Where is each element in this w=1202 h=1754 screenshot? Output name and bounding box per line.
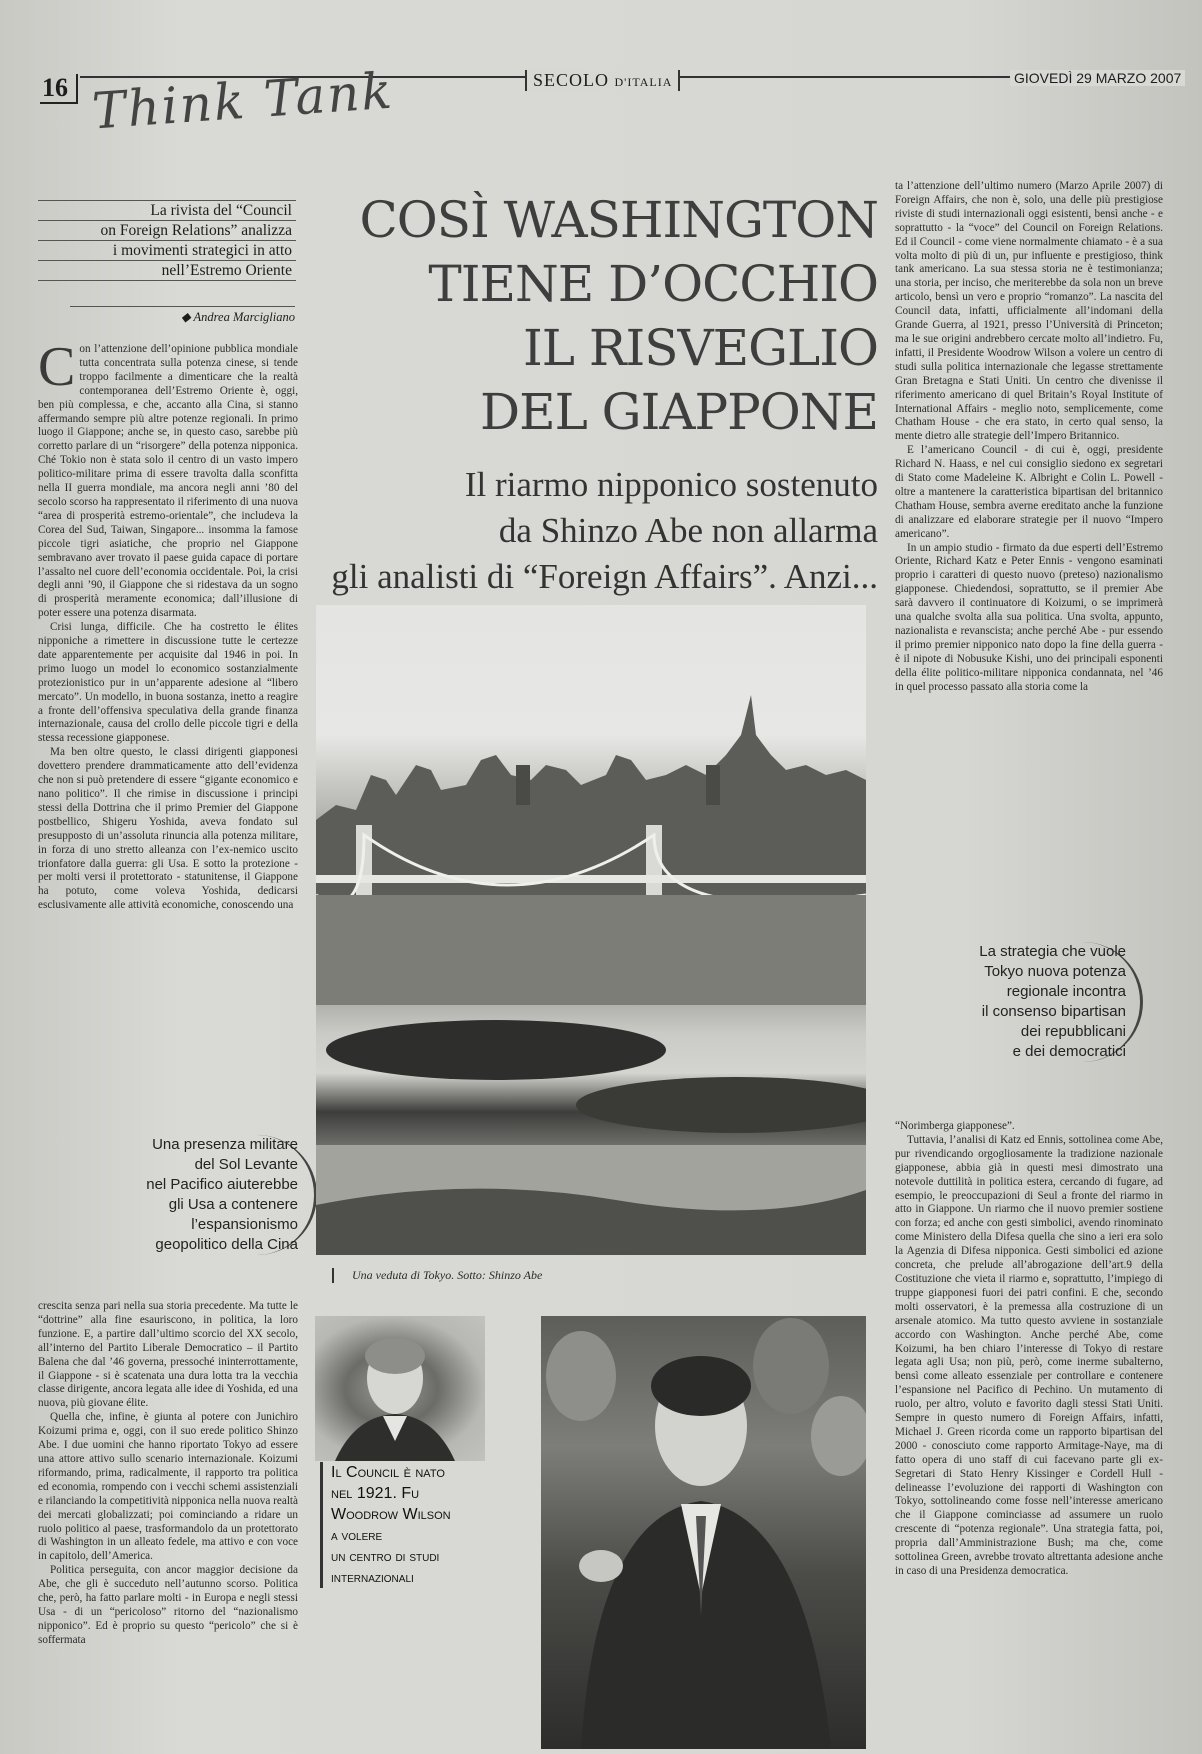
abe-photo (541, 1316, 866, 1749)
pull-quote-line: La strategia che vuole (979, 943, 1126, 960)
masthead-small: D'ITALIA (614, 75, 673, 89)
kicker-line: La rivista del “Council (38, 200, 296, 220)
body-paragraph: In un ampio studio - firmato da due esperti dell’Estremo Oriente, Richard Katz e Peter Ennis - vengono esaminati proprio i caratteri di questo nuovo (preteso) nazionalismo giapponese. Chiedendosi, soprattutto, se il premier Abe sarà davvero il continuatore di Koizumi, o se imprimerà una qualche svolta alla sua politica. Una svolta, appunto, nazionalista e revanscista; anche perché Abe - pur essendo il primo premier nipponico nato dopo la fine della guerra - è il nipote di Nobusuke Kishi, uno dei principali esponenti della élite politico-militare nipponica condannata, nel ’46 in quel processo passato alla storia come la (895, 541, 1163, 693)
body-paragraph (38, 343, 298, 621)
headline-line: DEL GIAPPONE (479, 383, 878, 441)
pull-quote-right (900, 942, 1143, 1062)
pull-quote-line: nel Pacifico aiuterebbe (146, 1176, 298, 1193)
body-paragraph: Tuttavia, l’analisi di Katz ed Ennis, sottolinea come Abe, pur rivendicando orgogliosamente la tradizione nazionale giapponese, abbia già in questi mesi dimostrato una notevole duttilità in politica estera, cercando di fugare, ad esempio, le preoccupazioni di Seul a fronte del riarmo in atto in Giappone. Un riarmo che il nuovo premier sostiene con forza; ed anche con gesti simbolici, avendo rinominato come Ministero della Difesa quella che sino a ieri era solo la Agenzia di Difesa nipponica. Gesti simbolici ed azione concreta, che prelude all’abrogazione dell’art.9 della Costituzione che vieta il riarmo e, soprattutto, l’impiego di truppe giapponesi fuori dei patri confini. E che, secondo molti osservatori, è la premessa alla costruzione di un arsenale atomico. Ma tutto questo avviene in sostanziale accordo con Washington. Anche perché Abe, come Koizumi, ha ben chiaro l’interesse di Tokyo di restare legata agli Usa; non più, però, come inerme subalterno, bensì come alleato essenziale per controllare e contenere l’espansione nel Pacifico di Pechino. Un mutamento di ruolo, per altro, voluto e favorito dagli stessi Stati Uniti. Sempre in questo numero di Foreign Affairs, infatti, Michael J. Green ricorda come un rapporto bipartisan del 2000 - conosciuto come rapporto Armitage-Naye, ma di fatto opera di uno staff di cui facevano parte gli ex-Segretari di Stato Henry Kissinger e Cordell Hull - delineasse l’evoluzione dei rapporti di Washington con Tokyo, sottolineando come fosse nell’interesse americano che il Giappone cominciasse ad assumere un ruolo crescente di “potenza regionale”. Una strategia fatta, poi, propria dall’Amministrazione Bush; ma che, come sottolinea Green, avrebbe trovato altrettanta adesione anche in caso di una Presidenza democratica. (895, 1133, 1163, 1577)
subheadline (300, 462, 878, 600)
author-byline: ◆ Andrea Marcigliano (70, 306, 295, 325)
pull-quote-line: gli Usa a contenere (168, 1196, 298, 1213)
body-paragraph: Crisi lunga, difficile. Che ha costretto le élites nipponiche a rimettere in discussione tutte le certezze date apparentemente per acquisite dal 1946 in poi. In primo luogo un model lo economico sostanzialmente protezionistico pur in un’apparente adesione al “libero mercato”. Un modello, in buona sostanza, inetto a reagire a fronte dell’offensiva speculativa della grande finanza internazionale, causa del crollo delle piccole tigri e della stessa recessione giapponese. (38, 621, 298, 745)
body-paragraph: Politica perseguita, con ancor maggior decisione da Abe, che gli è succeduto nell’autunno scorso. Politica che, però, ha fatto parlare molti - in Europa e negli stessi Usa - di un “pericoloso” ritorno del “nazionalismo nipponico”. Ed è proprio su questo “pericolo” che si è soffermata (38, 1564, 298, 1646)
pull-quote-line: del Sol Levante (194, 1156, 298, 1173)
kicker-line: nell’Estremo Oriente (38, 260, 296, 281)
issue-date: GIOVEDÌ 29 MARZO 2007 (1010, 70, 1185, 86)
masthead (525, 70, 680, 91)
pull-quote-line: regionale incontra (1006, 983, 1126, 1000)
wilson-portrait (315, 1316, 485, 1461)
tokyo-skyline-image (316, 605, 866, 1255)
headline-line: IL RISVEGLIO (523, 319, 878, 377)
pull-quote-line: il consenso bipartisan (981, 1003, 1126, 1020)
body-paragraph: crescita senza pari nella sua storia precedente. Ma tutte le “dottrine” alla fine esauriscono, in politica, la loro funzione. E, a partire dall’ultimo scorcio del XX secolo, all’interno del Partito Liberale Democratico – il Partito Balena che dal ’46 governa, pressoché ininterrottamente, il Giappone - si è scatenata una dura lotta tra la vecchia classe dirigente, ancora legata alle idee di Yoshida, ed una nuova, più giovane élite. (38, 1300, 298, 1410)
subhead-line: Il riarmo nipponico sostenuto (464, 465, 878, 504)
info-box-line: Il Council è nato (331, 1464, 445, 1481)
body-paragraph: E l’americano Council - di cui è, oggi, presidente Richard N. Haass, e nel cui consiglio siedono ex segretari di Stato come Madeleine K. Albright e Colin L. Powell - oltre a mantenere la caratteristica bipartisan del britannico Chatham House, sembra averne ereditato anche la funzione di analizzare ed elaborare strategie per il nuovo “Impero americano”. (895, 444, 1163, 540)
pull-quote-line: geopolitico della Cina (155, 1236, 298, 1253)
article-column-3-top (895, 180, 1163, 926)
info-box-line: un centro di studi (331, 1548, 440, 1564)
page-number: 16 (40, 74, 78, 104)
info-box-line: nel 1921. Fu (331, 1485, 420, 1502)
section-rubric: Think Tank (90, 61, 396, 141)
paragraph-text: on l’attenzione dell’opinione pubblica mondiale tutta concentrata sulla potenza cinese, si tende troppo facilmente a dimenticare che la realtà contemporanea dell’Estremo Oriente è, oggi, ben più complessa, e che, accanto alla Cina, si stanno affermando sempre più altre potenze regionali. In primo luogo il Giappone; anche se, in questo caso, sarebbe più corretto parlare di un “risorgere” della potenza nipponica. Ché Tokio non è stata solo il centro di un vasto impero politico-militare prima di essere travolta dalla sconfitta nella II guerra mondiale, ma ancora negli anni ’80 del secolo scorso ha rappresentato il riferimento di una nuova “area di prosperità estremo-orientale”, che includeva la Corea del Sud, Taiwan, Singapore... insomma la famose piccole tigri asiatiche, che proprio nel Giappone sembravano aver trovato il paese guida capace di portare l’assalto nel cuore dell’economia occidentale. Poi, la crisi degli anni ’90, il Giappone che si ridestava da un sogno di prosperità meramente economica; dall’illusione di poter essere una potenza disarmata. (38, 343, 298, 620)
subhead-line: gli analisti di “Foreign Affairs”. Anzi... (331, 557, 878, 596)
kicker-line: i movimenti strategici in atto (38, 240, 296, 260)
article-column-1-top (38, 343, 298, 1121)
info-box (320, 1462, 491, 1588)
tokyo-photo (316, 605, 866, 1255)
headline (330, 188, 878, 444)
pull-quote-line: Tokyo nuova potenza (984, 963, 1126, 980)
pull-quote-line: dei repubblicani (1020, 1023, 1126, 1040)
photo-caption: Una veduta di Tokyo. Sotto: Shinzo Abe (332, 1268, 542, 1283)
article-column-3-bottom (895, 1120, 1163, 1746)
info-box-line: Woodrow Wilson (331, 1506, 451, 1523)
pull-quote-line: e dei democratici (1012, 1043, 1126, 1060)
pull-quote-line: Una presenza militare (152, 1136, 298, 1153)
drop-cap: C (38, 343, 76, 398)
body-paragraph: Ma ben oltre questo, le classi dirigenti giapponesi dovettero prendere drammaticamente atto dell’evidenza che non si può pretendere di essere “gigante economico e nano politico”. Il che rimise in discussione i principi stessi della Dottrina che il primo Premier del Giappone postbellico, Shigeru Yoshida, aveva fondato sul presupposto di un’assoluta rinuncia alla potenza militare, in forza di uno stretto alleanza con l’ex-nemico uscito trionfatore dalla guerra: gli Usa. E sotto la protezione - per molti versi il protettorato - statunitense, il Giappone ha potuto, come voleva Yoshida, dedicarsi esclusivamente alle attività economiche, conoscendo una (38, 746, 298, 912)
masthead-name: SECOLO (533, 70, 610, 90)
headline-line: TIENE D’OCCHIO (428, 255, 878, 313)
pull-quote-line: l’espansionismo (191, 1216, 298, 1233)
subhead-line: da Shinzo Abe non allarma (498, 511, 878, 550)
wilson-portrait-image (315, 1316, 485, 1461)
pull-quote-left (60, 1135, 317, 1255)
info-box-line: a volere (331, 1527, 383, 1543)
body-paragraph: Quella che, infine, è giunta al potere con Junichiro Koizumi prima e, oggi, con il suo erede politico Shinzo Abe. I due uomini che hanno riportato Tokyo ad essere una attore attivo sullo scenario internazionale. Koizumi riformando, prima, radicalmente, il rapporto tra politica ed economia, rompendo con i vecchi schemi assistenziali e rilanciando la competitività nipponica nella nuova realtà dei mercati globalizzati; poi cominciando a ridare un ruolo politico al paese, trasformandolo da un protettorato di Washington in un alleato fedele, ma attivo e con voce in capitolo, dell’America. (38, 1411, 298, 1563)
body-paragraph: ta l’attenzione dell’ultimo numero (Marzo Aprile 2007) di Foreign Affairs, che non è, solo, una delle più prestigiose riviste di studi internazionali oggi esistenti, bensì anche - e soprattutto - la “voce” del Council on Foreign Relations. Ed il Council - come viene normalmente chiamato - è a sua volta molto di più di un, pur influente e prestigioso, think tank americano. La sua stessa storia ne è testimonianza; una storia, per inciso, che meriterebbe da sola non un breve articolo, bensì un vero e proprio “romanzo”. La nascita del Council data, infatti, ufficialmente all’indomani della Grande Guerra, al 1921, presso l’Università di Princeton; ma le sue origini andrebbero cercate molto all’indietro. Fu, infatti, il Presidente Woodrow Wilson a volere un centro di studi sulla politica internazionale che legasse strettamente Gran Bretagna e Stati Uniti. Un centro che divenisse il riferimento americano di quel Britain’s Royal Institute of International Affairs - meglio noto, semplicemente, come Chatham House - che era stato, in certo qual senso, la mente dietro alle strategie dell’Impero Britannico. (895, 180, 1163, 443)
kicker (38, 200, 296, 281)
article-column-1-bottom (38, 1300, 298, 1746)
kicker-line: on Foreign Relations” analizza (38, 220, 296, 240)
info-box-line: internazionali (331, 1569, 414, 1585)
body-paragraph: “Norimberga giapponese”. (895, 1120, 1015, 1132)
abe-photo-image (541, 1316, 866, 1749)
headline-line: COSÌ WASHINGTON (359, 191, 878, 249)
